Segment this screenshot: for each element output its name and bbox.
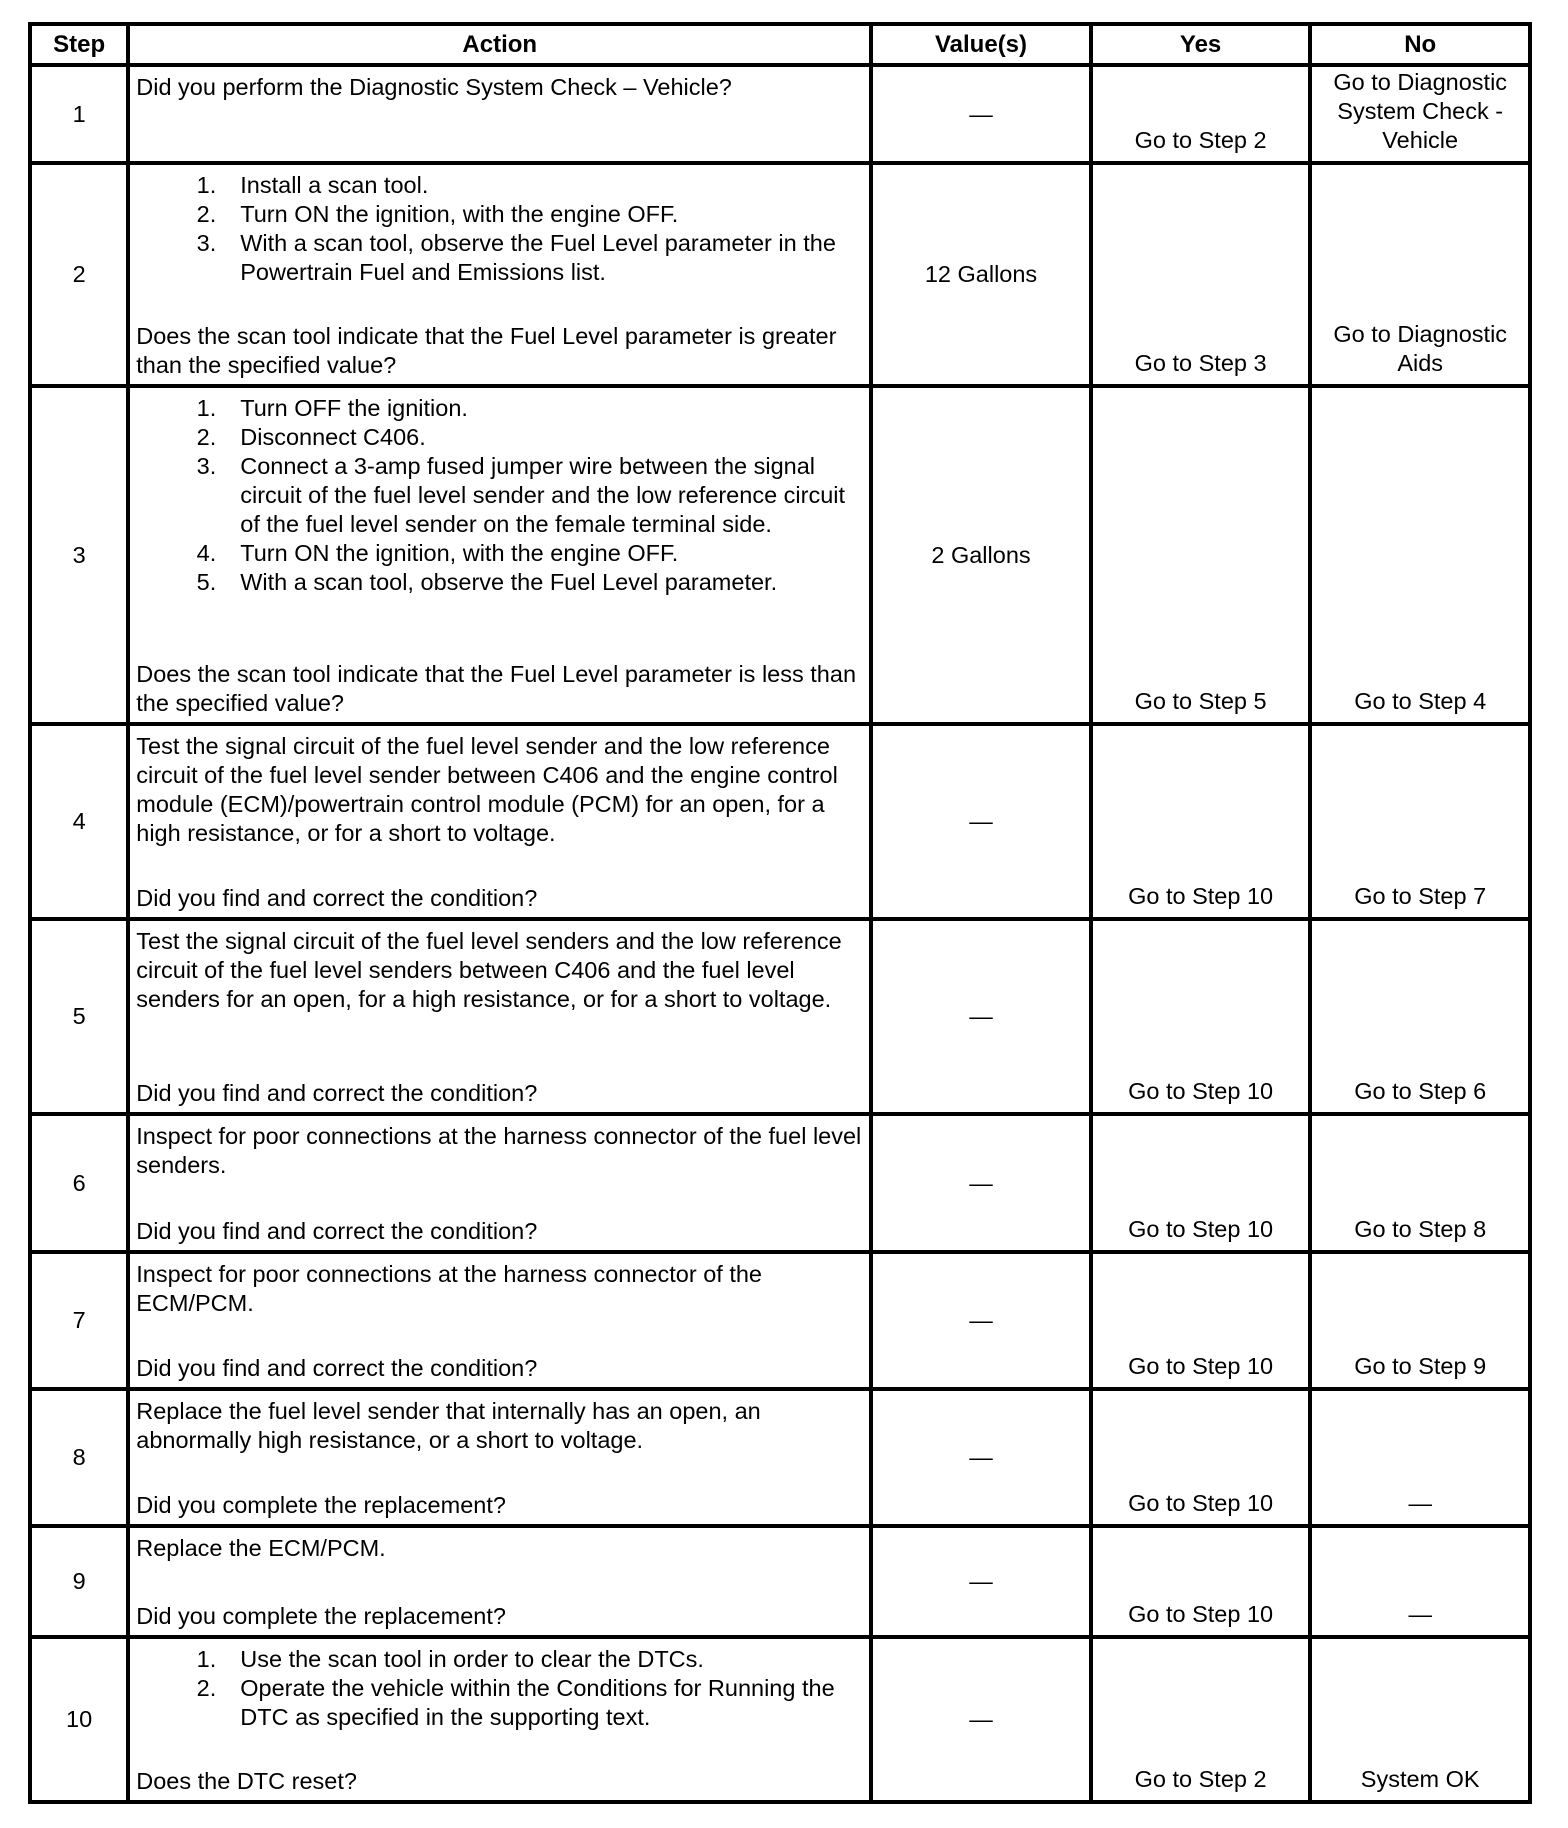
header-no: No	[1310, 24, 1530, 65]
step-number: 4	[30, 724, 128, 918]
action-cell	[128, 163, 871, 386]
action-cell	[128, 1114, 871, 1251]
action-cell	[128, 386, 871, 725]
action-question: Did you find and correct the condition?	[136, 1217, 538, 1244]
table-row	[30, 1637, 1530, 1802]
no-cell: —	[1310, 1526, 1530, 1636]
step-number: 9	[30, 1526, 128, 1636]
table-row	[30, 1252, 1530, 1389]
action-text: Replace the ECM/PCM.	[136, 1535, 386, 1562]
action-text: Test the signal circuit of the fuel level senders and the low reference circuit of the fuel level senders between C406 and the fuel level senders for an open, for a high resistance, or for a short to voltage.	[136, 927, 842, 1012]
action-list	[136, 171, 863, 287]
action-question: Did you find and correct the condition?	[136, 1354, 538, 1381]
value-cell: —	[871, 1114, 1091, 1251]
no-cell: Go to Step 6	[1310, 919, 1530, 1114]
no-cell: Go to Step 8	[1310, 1114, 1530, 1251]
action-cell	[128, 1252, 871, 1389]
action-cell	[128, 65, 871, 163]
table-row	[30, 1389, 1530, 1526]
header-yes: Yes	[1091, 24, 1311, 65]
step-number: 1	[30, 65, 128, 163]
no-cell: Go to Step 9	[1310, 1252, 1530, 1389]
table-row	[30, 724, 1530, 918]
list-item: 4. Turn ON the ignition, with the engine OFF.	[196, 539, 679, 566]
action-cell	[128, 724, 871, 918]
yes-cell: Go to Step 10	[1091, 1526, 1311, 1636]
yes-cell: Go to Step 10	[1091, 1389, 1311, 1526]
value-cell: —	[871, 724, 1091, 918]
list-item: 1. Turn OFF the ignition.	[196, 394, 468, 421]
yes-cell: Go to Step 10	[1091, 724, 1311, 918]
diagnostic-table	[28, 22, 1532, 1804]
list-item: 1. Install a scan tool.	[196, 172, 429, 199]
action-text: Replace the fuel level sender that internally has an open, an abnormally high resistance, or a short to voltage.	[136, 1397, 761, 1453]
yes-cell: Go to Step 3	[1091, 163, 1311, 386]
header-step: Step	[30, 24, 128, 65]
action-cell	[128, 919, 871, 1114]
no-cell: Go to Step 7	[1310, 724, 1530, 918]
value-cell: —	[871, 1389, 1091, 1526]
table-row	[30, 1114, 1530, 1251]
yes-cell: Go to Step 2	[1091, 65, 1311, 163]
list-item: 3. With a scan tool, observe the Fuel Level parameter in the Powertrain Fuel and Emissions list.	[196, 230, 836, 286]
step-number: 3	[30, 386, 128, 725]
header-values: Value(s)	[871, 24, 1091, 65]
step-number: 7	[30, 1252, 128, 1389]
table-row	[30, 919, 1530, 1114]
action-question: Did you find and correct the condition?	[136, 884, 538, 911]
yes-cell: Go to Step 10	[1091, 1252, 1311, 1389]
yes-cell: Go to Step 2	[1091, 1637, 1311, 1802]
action-question: Does the scan tool indicate that the Fuel Level parameter is greater than the specified value?	[136, 322, 837, 378]
list-item: 1. Use the scan tool in order to clear the DTCs.	[196, 1645, 704, 1672]
step-number: 5	[30, 919, 128, 1114]
value-cell: —	[871, 919, 1091, 1114]
no-cell: —	[1310, 1389, 1530, 1526]
action-text: Did you perform the Diagnostic System Check – Vehicle?	[136, 74, 732, 100]
action-text: Inspect for poor connections at the harness connector of the ECM/PCM.	[136, 1260, 762, 1316]
action-cell	[128, 1637, 871, 1802]
no-cell: System OK	[1310, 1637, 1530, 1802]
value-cell: 2 Gallons	[871, 386, 1091, 725]
action-question: Did you find and correct the condition?	[136, 1080, 538, 1107]
action-cell	[128, 1389, 871, 1526]
step-number: 8	[30, 1389, 128, 1526]
action-question: Does the scan tool indicate that the Fuel Level parameter is less than the specified value?	[136, 661, 857, 717]
table-row	[30, 1526, 1530, 1636]
step-number: 6	[30, 1114, 128, 1251]
action-question: Did you complete the replacement?	[136, 1492, 506, 1519]
yes-cell: Go to Step 10	[1091, 1114, 1311, 1251]
step-number: 10	[30, 1637, 128, 1802]
no-cell: Go to Diagnostic Aids	[1310, 163, 1530, 386]
no-cell: Go to Step 4	[1310, 386, 1530, 725]
step-number: 2	[30, 163, 128, 386]
action-text: Inspect for poor connections at the harness connector of the fuel level senders.	[136, 1123, 862, 1179]
list-item: 2. Disconnect C406.	[196, 423, 426, 450]
header-action: Action	[128, 24, 871, 65]
action-text: Test the signal circuit of the fuel level sender and the low reference circuit of the fuel level sender between C406 and the engine control module (ECM)/powertrain control module (PCM) for an open, for a high resistance, or for a short to voltage.	[136, 733, 838, 847]
value-cell: 12 Gallons	[871, 163, 1091, 386]
action-list	[136, 394, 863, 597]
value-cell: —	[871, 1252, 1091, 1389]
table-row	[30, 386, 1530, 725]
list-item: 2. Turn ON the ignition, with the engine OFF.	[196, 201, 679, 228]
no-cell: Go to Diagnostic System Check - Vehicle	[1310, 65, 1530, 163]
value-cell: —	[871, 1526, 1091, 1636]
table-row	[30, 65, 1530, 163]
action-cell	[128, 1526, 871, 1636]
value-cell: —	[871, 65, 1091, 163]
yes-cell: Go to Step 5	[1091, 386, 1311, 725]
list-item: 5. With a scan tool, observe the Fuel Level parameter.	[196, 568, 778, 595]
list-item: 3. Connect a 3-amp fused jumper wire between the signal circuit of the fuel level sender and the low reference circuit of the fuel level sender on the female terminal side.	[196, 452, 846, 537]
list-item: 2. Operate the vehicle within the Conditions for Running the DTC as specified in the supporting text.	[196, 1674, 835, 1730]
header-row	[30, 24, 1530, 65]
action-question: Did you complete the replacement?	[136, 1602, 506, 1629]
table-row	[30, 163, 1530, 386]
value-cell: —	[871, 1637, 1091, 1802]
action-question: Does the DTC reset?	[136, 1768, 357, 1794]
yes-cell: Go to Step 10	[1091, 919, 1311, 1114]
action-list	[136, 1645, 863, 1732]
